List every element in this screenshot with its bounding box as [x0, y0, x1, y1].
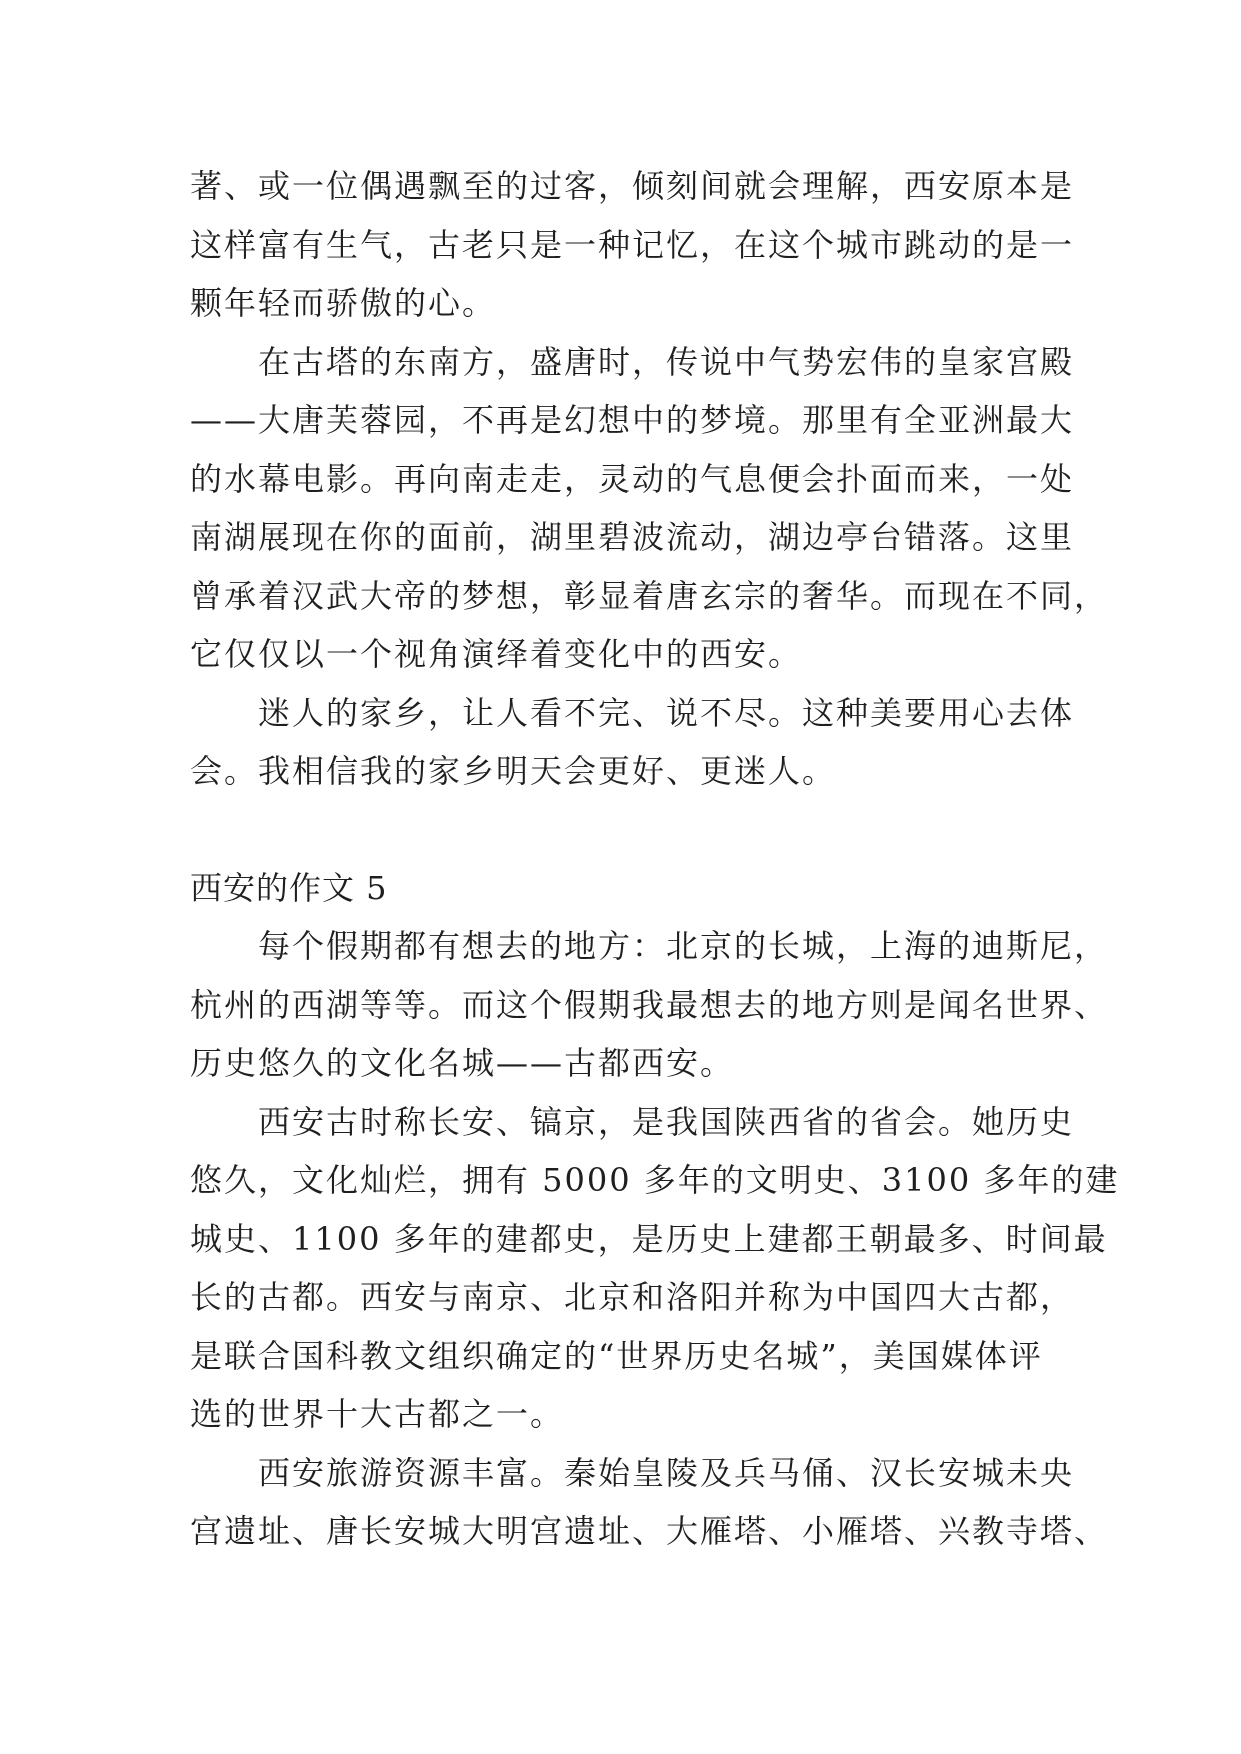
text-line: 是联合国科教文组织确定的“世界历史名城”，美国媒体评	[190, 1336, 1043, 1375]
paragraph	[190, 157, 1075, 333]
text-line: ——大唐芙蓉园，不再是幻想中的梦境。那里有全亚洲最大	[190, 401, 1075, 439]
section-title	[190, 859, 1070, 918]
paragraph	[190, 917, 1109, 1093]
paragraph	[190, 333, 1109, 684]
text-line: 迷人的家乡，让人看不完、说不尽。这种美要用心去体	[258, 693, 1075, 732]
section-title-text: 西安的作文 5	[190, 868, 388, 907]
paragraph	[190, 684, 1075, 801]
text-line: 曾承着汉武大帝的梦想，彰显着唐玄宗的奢华。而现在不同，	[190, 576, 1109, 615]
text-line: 西安古时称长安、镐京，是我国陕西省的省会。她历史	[258, 1102, 1075, 1141]
text-line: 悠久，文化灿烂，拥有 5000 多年的文明史、3100 多年的建	[190, 1161, 1120, 1199]
text-line: 会。我相信我的家乡明天会更好、更迷人。	[190, 752, 837, 790]
paragraph	[190, 1444, 1109, 1561]
text-line: 西安旅游资源丰富。秦始皇陵及兵马俑、汉长安城未央	[258, 1453, 1075, 1492]
text-line: 著、或一位偶遇飘至的过客，倾刻间就会理解，西安原本是	[190, 167, 1075, 205]
text-line: 长的古都。西安与南京、北京和洛阳并称为中国四大古都，	[190, 1278, 1075, 1316]
document-body	[190, 157, 1120, 1561]
text-line: 宫遗址、唐长安城大明宫遗址、大雁塔、小雁塔、兴教寺塔、	[190, 1512, 1109, 1550]
text-line: 这样富有生气，古老只是一种记忆，在这个城市跳动的是一	[190, 225, 1075, 264]
text-line: 选的世界十大古都之一。	[190, 1395, 565, 1433]
text-line: 它仅仅以一个视角演绎着变化中的西安。	[190, 635, 803, 673]
text-line: 颗年轻而骄傲的心。	[190, 284, 497, 322]
text-line: 杭州的西湖等等。而这个假期我最想去的地方则是闻名世界、	[190, 985, 1109, 1024]
text-line: 南湖展现在你的面前，湖里碧波流动，湖边亭台错落。这里	[190, 518, 1075, 556]
text-line: 城史、1100 多年的建都史，是历史上建都王朝最多、时间最	[190, 1219, 1108, 1258]
text-line: 历史悠久的文化名城——古都西安。	[190, 1044, 735, 1082]
text-line: 在古塔的东南方，盛唐时，传说中气势宏伟的皇家宫殿	[258, 342, 1075, 381]
text-line: 每个假期都有想去的地方：北京的长城，上海的迪斯尼，	[258, 927, 1109, 965]
text-line: 的水幕电影。再向南走走，灵动的气息便会扑面而来，一处	[190, 459, 1075, 498]
paragraph	[190, 1093, 1120, 1444]
